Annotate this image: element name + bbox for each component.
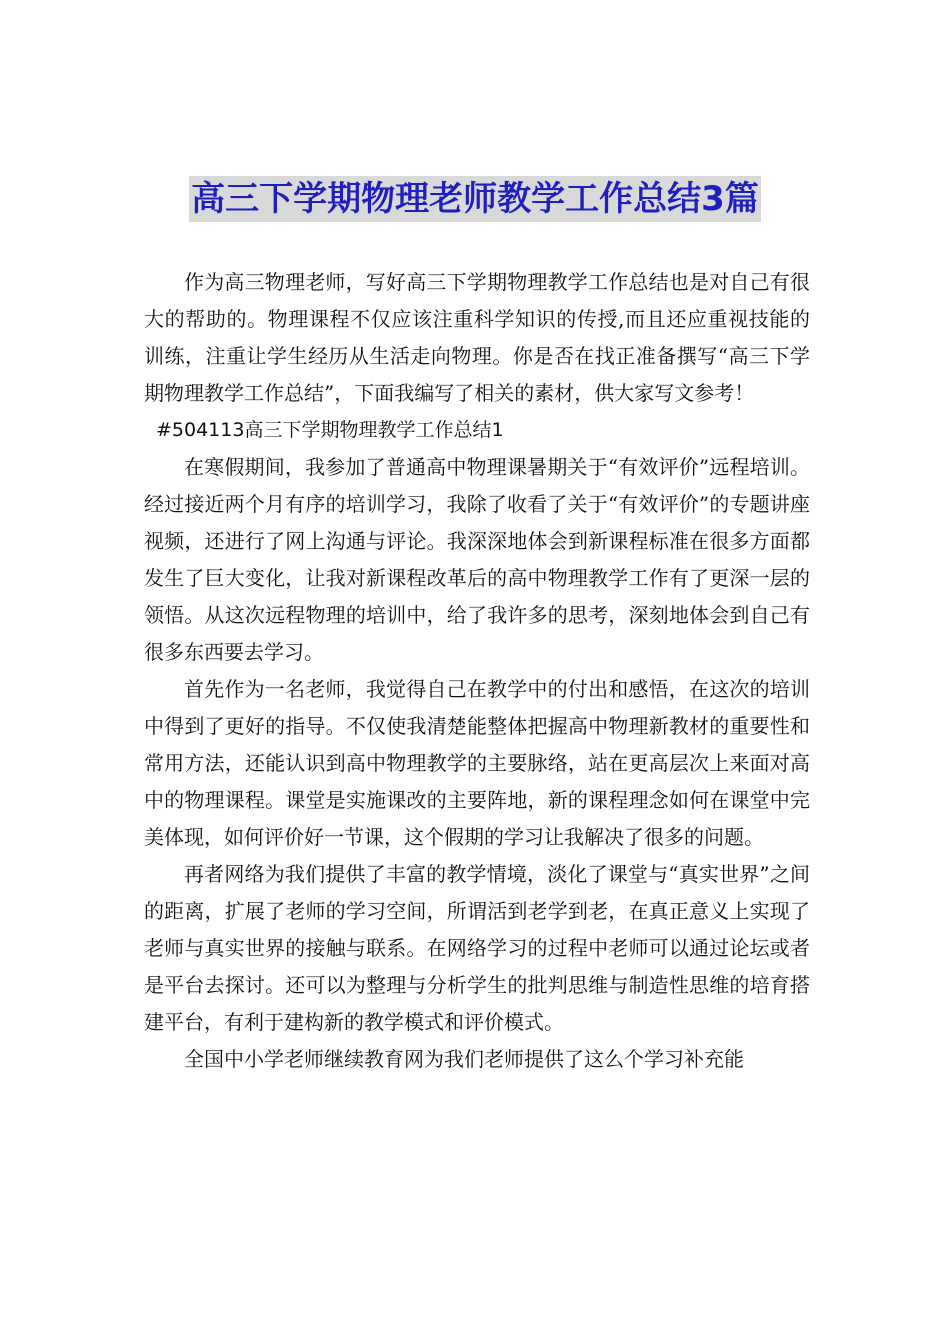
body-paragraph-1: 在寒假期间，我参加了普通高中物理课暑期关于“有效评价”远程培训。经过接近两个月有序的培训学习，我除了收看了关于“有效评价”的专题讲座视频，还进行了网上沟通与评论。我深深地体会到新课程标准在很多方面都发生了巨大变化，让我对新课程改革后的高中物理教学工作有了更深一层的领悟。从这次远程物理的培训中，给了我许多的思考，深刻地体会到自己有很多东西要去学习。: [144, 455, 810, 664]
title-container: [0, 176, 950, 222]
document-title: 高三下学期物理老师教学工作总结3篇: [189, 176, 761, 222]
body-paragraph-4: 全国中小学老师继续教育网为我们老师提供了这么个学习补充能: [184, 1047, 744, 1071]
section-heading: #504113高三下学期物理教学工作总结1: [156, 419, 504, 441]
intro-paragraph: 作为高三物理老师，写好高三下学期物理教学工作总结也是对自己有很大的帮助的。物理课程不仅应该注重科学知识的传授,而且还应重视技能的训练，注重让学生经历从生活走向物理。你是否在找正准备撰写“高三下学期物理教学工作总结”，下面我编写了相关的素材，供大家写文参考！: [144, 270, 810, 405]
document-body: [144, 264, 810, 1078]
body-paragraph-2: 首先作为一名老师，我觉得自己在教学中的付出和感悟，在这次的培训中得到了更好的指导。不仅使我清楚能整体把握高中物理新教材的重要性和常用方法，还能认识到高中物理教学的主要脉络，站在更高层次上来面对高中的物理课程。课堂是实施课改的主要阵地，新的课程理念如何在课堂中完美体现，如何评价好一节课，这个假期的学习让我解决了很多的问题。: [144, 677, 810, 849]
body-paragraph-3: 再者网络为我们提供了丰富的教学情境，淡化了课堂与“真实世界”之间的距离，扩展了老师的学习空间，所谓活到老学到老，在真正意义上实现了老师与真实世界的接触与联系。在网络学习的过程中老师可以通过论坛或者是平台去探讨。还可以为整理与分析学生的批判思维与制造性思维的培育搭建平台，有利于建构新的教学模式和评价模式。: [144, 862, 810, 1034]
